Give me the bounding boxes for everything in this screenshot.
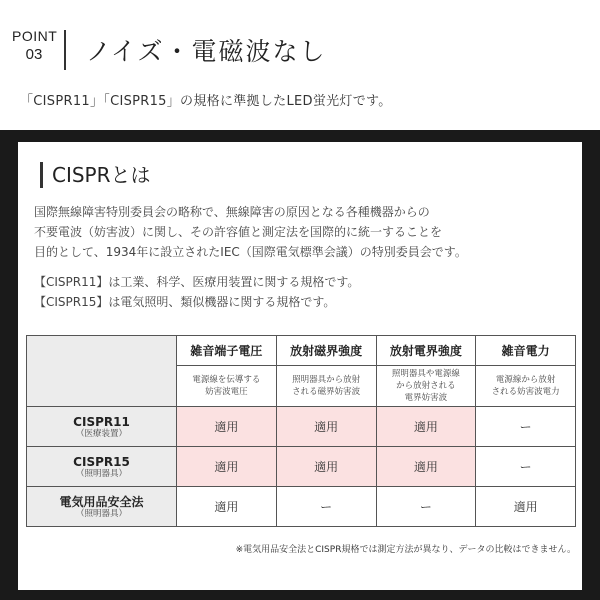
cispr-panel — [18, 142, 582, 590]
column-description-line: 電界妨害波 — [404, 393, 448, 403]
table-cell: ー — [476, 407, 576, 447]
table-cell: 適用 — [376, 407, 476, 447]
table-row — [27, 447, 576, 487]
description-line: 不要電波（妨害波）に関し、その許容値と測定法を国際的に統一することを — [34, 225, 443, 239]
row-header — [27, 407, 177, 447]
column-description-line: から放射される — [396, 381, 456, 391]
section-title: CISPRとは — [52, 163, 151, 187]
column-description-line: 電源線を伝導する — [192, 375, 261, 385]
row-header-sub: （照明器具） — [75, 468, 127, 479]
row-header-name: 電気用品安全法 — [59, 494, 144, 509]
row-header — [27, 487, 177, 527]
standard-line: 【CISPR11】は工業、科学、医療用装置に関する規格です。 — [34, 275, 360, 289]
column-header: 雑音電力 — [476, 336, 576, 366]
header-divider — [64, 30, 66, 70]
table-corner-cell — [27, 336, 177, 407]
column-description-line: 妨害波電圧 — [205, 387, 248, 397]
page-title: ノイズ・電磁波なし — [86, 37, 327, 66]
table-cell: 適用 — [376, 447, 476, 487]
column-header: 雑音端子電圧 — [177, 336, 277, 366]
table-cell: 適用 — [276, 447, 376, 487]
table-cell: ー — [376, 487, 476, 527]
description-line: 国際無線障害特別委員会の略称で、無線障害の原因となる各種機器からの — [34, 205, 430, 219]
point-label: POINT — [12, 28, 58, 44]
column-description — [476, 366, 576, 407]
column-description-line: される妨害波電力 — [491, 387, 560, 397]
table-cell: 適用 — [177, 487, 277, 527]
point-number: 03 — [25, 46, 43, 63]
comparison-table — [26, 335, 576, 527]
description — [34, 202, 570, 262]
table-cell: 適用 — [476, 487, 576, 527]
column-description — [276, 366, 376, 407]
table-header-row — [27, 336, 576, 366]
column-header: 放射電界強度 — [376, 336, 476, 366]
table-cell: 適用 — [276, 407, 376, 447]
row-header — [27, 447, 177, 487]
standards-list — [34, 272, 359, 312]
column-description-line: 電源線から放射 — [495, 375, 556, 385]
row-header-name: CISPR11 — [73, 414, 130, 429]
table-row — [27, 487, 576, 527]
column-header: 放射磁界強度 — [276, 336, 376, 366]
column-description — [177, 366, 277, 407]
table-cell: ー — [276, 487, 376, 527]
footnote: ※電気用品安全法とCISPR規格では測定方法が異なり、データの比較はできません。 — [235, 545, 576, 555]
row-header-sub: （医療装置） — [75, 428, 127, 439]
table-cell: ー — [476, 447, 576, 487]
description-line: 目的として、1934年に設立されたIEC（国際電気標準会議）の特別委員会です。 — [34, 245, 467, 259]
point-badge — [12, 28, 56, 64]
header — [0, 0, 600, 130]
row-header-sub: （照明器具） — [75, 508, 127, 519]
column-description — [376, 366, 476, 407]
page-subtitle: 「CISPR11」「CISPR15」の規格に準拠したLED蛍光灯です。 — [20, 94, 392, 109]
column-description-line: 照明器具や電源線 — [391, 369, 460, 379]
column-description-line: 照明器具から放射 — [292, 375, 361, 385]
table-row — [27, 407, 576, 447]
table-cell: 適用 — [177, 407, 277, 447]
standard-line: 【CISPR15】は電気照明、類似機器に関する規格です。 — [34, 295, 336, 309]
row-header-name: CISPR15 — [73, 454, 130, 469]
section-title-bar — [40, 162, 43, 188]
table-cell: 適用 — [177, 447, 277, 487]
column-description-line: される磁界妨害波 — [292, 387, 361, 397]
